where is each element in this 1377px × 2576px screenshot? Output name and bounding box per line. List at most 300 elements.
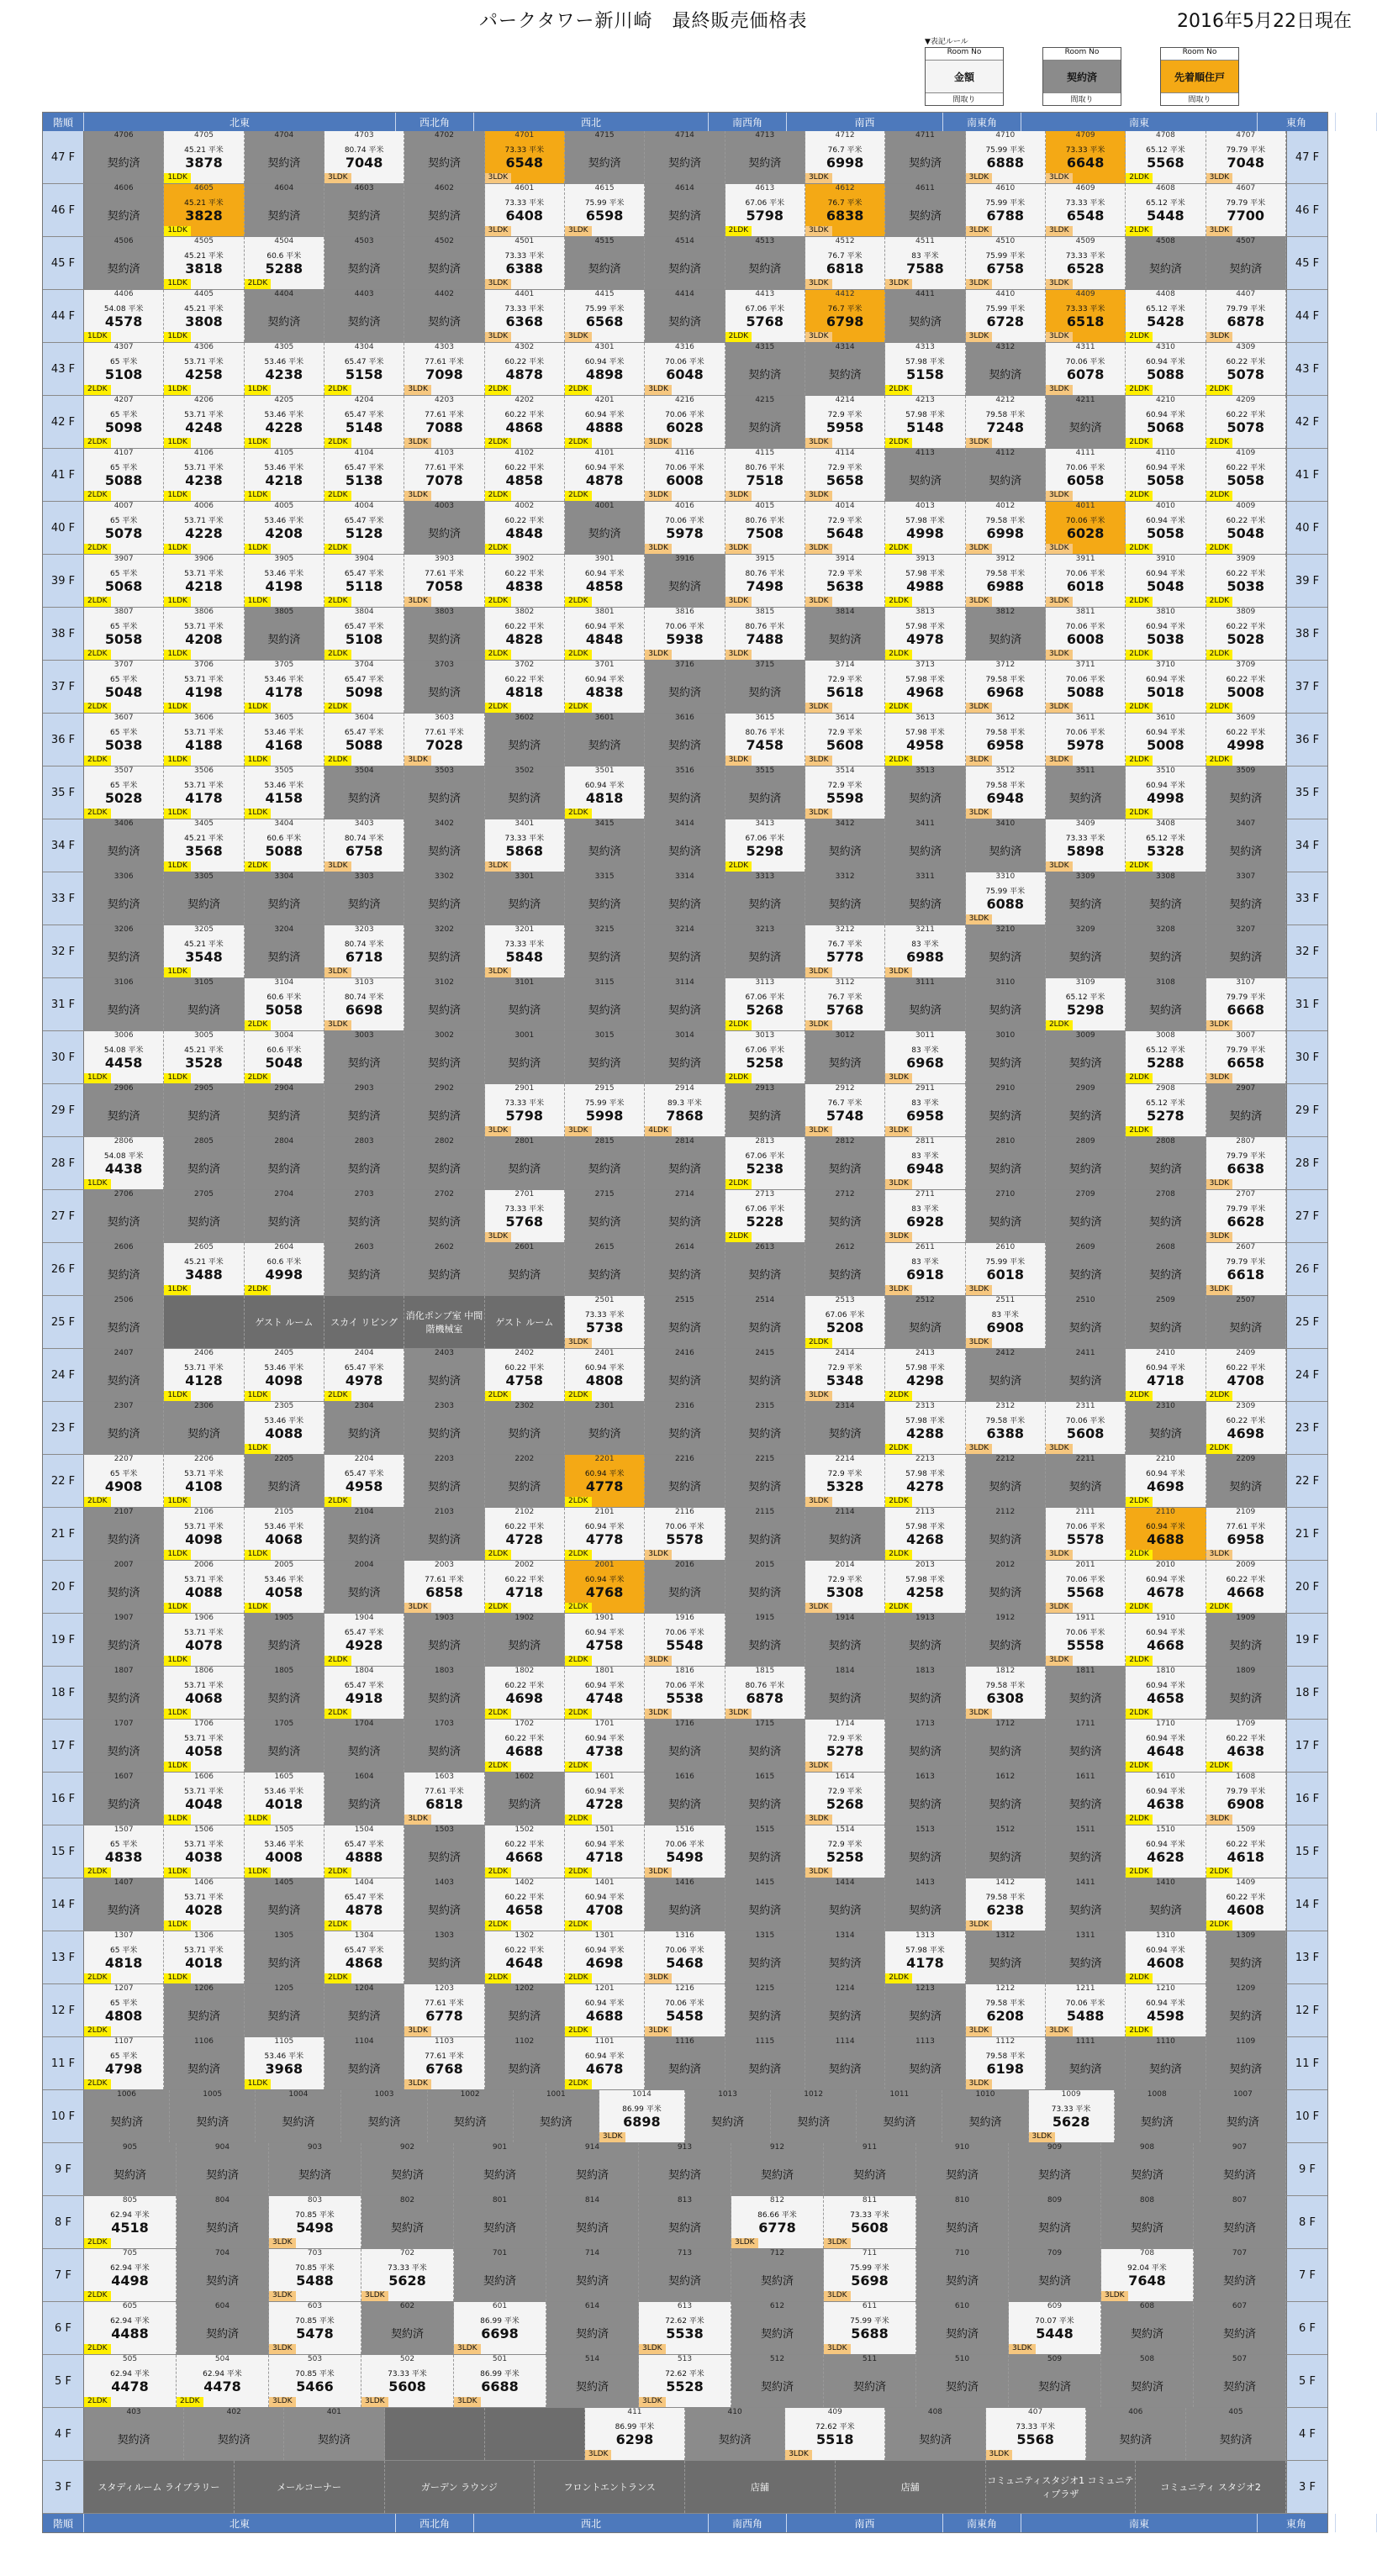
unit-cell[interactable]: [725, 131, 805, 183]
unit-cell[interactable]: [324, 396, 404, 448]
unit-cell[interactable]: [885, 1190, 965, 1242]
unit-cell[interactable]: [164, 1243, 244, 1295]
unit-cell[interactable]: [645, 1984, 725, 2036]
unit-cell[interactable]: [1126, 184, 1206, 236]
unit-cell[interactable]: [546, 2302, 639, 2354]
unit-cell[interactable]: [805, 1878, 885, 1931]
unit-cell[interactable]: [84, 978, 164, 1030]
unit-cell[interactable]: [885, 978, 965, 1030]
unit-cell[interactable]: [966, 343, 1046, 395]
unit-cell[interactable]: [1126, 1137, 1206, 1189]
unit-cell[interactable]: [84, 766, 164, 819]
unit-cell[interactable]: [546, 2196, 639, 2248]
unit-cell[interactable]: [725, 1137, 805, 1189]
unit-cell[interactable]: [485, 925, 565, 977]
unit-cell[interactable]: [725, 449, 805, 501]
unit-cell[interactable]: [404, 1825, 484, 1878]
unit-cell[interactable]: [164, 502, 244, 554]
unit-cell[interactable]: [245, 1667, 324, 1719]
unit-cell[interactable]: [324, 714, 404, 766]
unit-cell[interactable]: [966, 1773, 1046, 1825]
unit-cell[interactable]: [966, 502, 1046, 554]
unit-cell[interactable]: [1206, 290, 1286, 342]
unit-cell[interactable]: [645, 661, 725, 713]
unit-cell[interactable]: [725, 819, 805, 872]
unit-cell[interactable]: [485, 1508, 565, 1560]
unit-cell[interactable]: [404, 1614, 484, 1666]
unit-cell[interactable]: [1046, 872, 1126, 925]
unit-cell[interactable]: [1009, 2249, 1101, 2301]
unit-cell[interactable]: [404, 1984, 484, 2036]
unit-cell[interactable]: [645, 1243, 725, 1295]
unit-cell[interactable]: [245, 978, 324, 1030]
unit-cell[interactable]: [1046, 1296, 1126, 1348]
unit-cell[interactable]: [84, 290, 164, 342]
unit-cell[interactable]: [1206, 343, 1286, 395]
unit-cell[interactable]: [805, 978, 885, 1030]
unit-cell[interactable]: [966, 766, 1046, 819]
unit-cell[interactable]: [805, 1825, 885, 1878]
unit-cell[interactable]: [885, 449, 965, 501]
unit-cell[interactable]: [164, 396, 244, 448]
unit-cell[interactable]: [805, 184, 885, 236]
unit-cell[interactable]: [164, 555, 244, 607]
unit-cell[interactable]: [177, 2302, 269, 2354]
unit-cell[interactable]: [245, 237, 324, 289]
unit-cell[interactable]: [1046, 1031, 1126, 1083]
unit-cell[interactable]: [1194, 2302, 1286, 2354]
unit-cell[interactable]: [1046, 1508, 1126, 1560]
unit-cell[interactable]: [725, 1084, 805, 1136]
unit-cell[interactable]: [324, 1084, 404, 1136]
unit-cell[interactable]: [1046, 819, 1126, 872]
unit-cell[interactable]: [84, 2196, 177, 2248]
unit-cell[interactable]: [639, 2302, 731, 2354]
unit-cell[interactable]: [1126, 1402, 1206, 1454]
unit-cell[interactable]: [84, 2355, 177, 2407]
unit-cell[interactable]: [805, 502, 885, 554]
unit-cell[interactable]: [485, 1190, 565, 1242]
unit-cell[interactable]: [546, 2249, 639, 2301]
unit-cell[interactable]: [324, 1984, 404, 2036]
unit-cell[interactable]: [1046, 343, 1126, 395]
unit-cell[interactable]: [454, 2196, 546, 2248]
unit-cell[interactable]: [1126, 978, 1206, 1030]
unit-cell[interactable]: [1126, 1561, 1206, 1613]
unit-cell[interactable]: [1046, 978, 1126, 1030]
unit-cell[interactable]: [1046, 1773, 1126, 1825]
unit-cell[interactable]: [84, 2090, 170, 2142]
unit-cell[interactable]: [164, 1084, 244, 1136]
unit-cell[interactable]: [1046, 555, 1126, 607]
unit-cell[interactable]: [1101, 2302, 1194, 2354]
unit-cell[interactable]: [1126, 1773, 1206, 1825]
unit-cell[interactable]: [404, 290, 484, 342]
unit-cell[interactable]: [1126, 237, 1206, 289]
unit-cell[interactable]: [565, 1243, 645, 1295]
unit-cell[interactable]: [565, 1614, 645, 1666]
unit-cell[interactable]: [966, 1402, 1046, 1454]
unit-cell[interactable]: [565, 1773, 645, 1825]
unit-cell[interactable]: [725, 1455, 805, 1507]
unit-cell[interactable]: [485, 766, 565, 819]
unit-cell[interactable]: [1046, 502, 1126, 554]
unit-cell[interactable]: [404, 1561, 484, 1613]
unit-cell[interactable]: [565, 1931, 645, 1983]
unit-cell[interactable]: [1206, 502, 1286, 554]
unit-cell[interactable]: [725, 1984, 805, 2036]
unit-cell[interactable]: [725, 1667, 805, 1719]
unit-cell[interactable]: [885, 343, 965, 395]
unit-cell[interactable]: [966, 1243, 1046, 1295]
unit-cell[interactable]: [84, 661, 164, 713]
unit-cell[interactable]: [645, 396, 725, 448]
unit-cell[interactable]: [966, 819, 1046, 872]
unit-cell[interactable]: [84, 1931, 164, 1983]
unit-cell[interactable]: [565, 1031, 645, 1083]
unit-cell[interactable]: [885, 1455, 965, 1507]
unit-cell[interactable]: [546, 2143, 639, 2195]
unit-cell[interactable]: [725, 396, 805, 448]
unit-cell[interactable]: [565, 1508, 645, 1560]
unit-cell[interactable]: [565, 449, 645, 501]
unit-cell[interactable]: [1206, 608, 1286, 660]
unit-cell[interactable]: [1046, 449, 1126, 501]
unit-cell[interactable]: [324, 449, 404, 501]
unit-cell[interactable]: [725, 1243, 805, 1295]
unit-cell[interactable]: [645, 1296, 725, 1348]
unit-cell[interactable]: [725, 872, 805, 925]
unit-cell[interactable]: [1206, 1031, 1286, 1083]
unit-cell[interactable]: [84, 1137, 164, 1189]
unit-cell[interactable]: [164, 1878, 244, 1931]
unit-cell[interactable]: [942, 2090, 1028, 2142]
unit-cell[interactable]: [485, 1773, 565, 1825]
unit-cell[interactable]: [324, 1031, 404, 1083]
unit-cell[interactable]: [1046, 1614, 1126, 1666]
unit-cell[interactable]: [404, 925, 484, 977]
unit-cell[interactable]: [324, 978, 404, 1030]
unit-cell[interactable]: [725, 1349, 805, 1401]
unit-cell[interactable]: [966, 872, 1046, 925]
unit-cell[interactable]: [1126, 2037, 1206, 2089]
unit-cell[interactable]: [885, 1508, 965, 1560]
unit-cell[interactable]: [485, 978, 565, 1030]
unit-cell[interactable]: [885, 184, 965, 236]
unit-cell[interactable]: [645, 608, 725, 660]
unit-cell[interactable]: [885, 872, 965, 925]
unit-cell[interactable]: [324, 1667, 404, 1719]
unit-cell[interactable]: [1126, 925, 1206, 977]
unit-cell[interactable]: [645, 1084, 725, 1136]
unit-cell[interactable]: [324, 131, 404, 183]
unit-cell[interactable]: [565, 1984, 645, 2036]
unit-cell[interactable]: [1206, 1402, 1286, 1454]
unit-cell[interactable]: [725, 661, 805, 713]
unit-cell[interactable]: [966, 1137, 1046, 1189]
unit-cell[interactable]: [565, 343, 645, 395]
unit-cell[interactable]: [1126, 1931, 1206, 1983]
unit-cell[interactable]: [164, 1508, 244, 1560]
unit-cell[interactable]: [404, 396, 484, 448]
unit-cell[interactable]: [164, 1614, 244, 1666]
unit-cell[interactable]: [966, 237, 1046, 289]
unit-cell[interactable]: [245, 290, 324, 342]
unit-cell[interactable]: [1206, 1931, 1286, 1983]
unit-cell[interactable]: [245, 1720, 324, 1772]
unit-cell[interactable]: [245, 925, 324, 977]
unit-cell[interactable]: [1206, 1296, 1286, 1348]
unit-cell[interactable]: [245, 608, 324, 660]
unit-cell[interactable]: [824, 2302, 916, 2354]
unit-cell[interactable]: [645, 1931, 725, 1983]
unit-cell[interactable]: [177, 2196, 269, 2248]
unit-cell[interactable]: [245, 1243, 324, 1295]
unit-cell[interactable]: [885, 1349, 965, 1401]
unit-cell[interactable]: [1046, 396, 1126, 448]
unit-cell[interactable]: [245, 184, 324, 236]
unit-cell[interactable]: [485, 819, 565, 872]
unit-cell[interactable]: [725, 1825, 805, 1878]
unit-cell[interactable]: [404, 1773, 484, 1825]
unit-cell[interactable]: [645, 819, 725, 872]
unit-cell[interactable]: [84, 396, 164, 448]
unit-cell[interactable]: [1126, 1825, 1206, 1878]
unit-cell[interactable]: [245, 131, 324, 183]
unit-cell[interactable]: [966, 925, 1046, 977]
unit-cell[interactable]: [645, 131, 725, 183]
unit-cell[interactable]: [885, 1031, 965, 1083]
unit-cell[interactable]: [725, 1931, 805, 1983]
unit-cell[interactable]: [805, 1455, 885, 1507]
unit-cell[interactable]: [84, 1243, 164, 1295]
unit-cell[interactable]: [645, 714, 725, 766]
unit-cell[interactable]: [966, 661, 1046, 713]
unit-cell[interactable]: [1206, 1455, 1286, 1507]
unit-cell[interactable]: [1126, 1720, 1206, 1772]
unit-cell[interactable]: [1206, 2037, 1286, 2089]
unit-cell[interactable]: [966, 290, 1046, 342]
unit-cell[interactable]: [725, 1878, 805, 1931]
unit-cell[interactable]: [1126, 290, 1206, 342]
unit-cell[interactable]: [1206, 1190, 1286, 1242]
unit-cell[interactable]: [1206, 1243, 1286, 1295]
unit-cell[interactable]: [454, 2355, 546, 2407]
unit-cell[interactable]: [1046, 131, 1126, 183]
unit-cell[interactable]: [1206, 819, 1286, 872]
unit-cell[interactable]: [805, 1137, 885, 1189]
unit-cell[interactable]: [1126, 502, 1206, 554]
unit-cell[interactable]: [1101, 2143, 1194, 2195]
unit-cell[interactable]: [404, 1190, 484, 1242]
unit-cell[interactable]: [885, 2408, 985, 2460]
unit-cell[interactable]: [84, 872, 164, 925]
unit-cell[interactable]: [245, 714, 324, 766]
unit-cell[interactable]: [885, 290, 965, 342]
unit-cell[interactable]: [84, 2408, 184, 2460]
unit-cell[interactable]: [645, 449, 725, 501]
unit-cell[interactable]: [565, 1402, 645, 1454]
unit-cell[interactable]: [885, 502, 965, 554]
unit-cell[interactable]: [805, 766, 885, 819]
unit-cell[interactable]: [731, 2249, 824, 2301]
unit-cell[interactable]: [485, 2037, 565, 2089]
unit-cell[interactable]: [164, 1561, 244, 1613]
unit-cell[interactable]: [1046, 1825, 1126, 1878]
unit-cell[interactable]: [404, 1402, 484, 1454]
unit-cell[interactable]: [885, 766, 965, 819]
unit-cell[interactable]: [404, 1084, 484, 1136]
unit-cell[interactable]: [1206, 1667, 1286, 1719]
unit-cell[interactable]: [84, 1349, 164, 1401]
unit-cell[interactable]: [966, 1084, 1046, 1136]
unit-cell[interactable]: [885, 131, 965, 183]
unit-cell[interactable]: [485, 131, 565, 183]
unit-cell[interactable]: [1126, 1084, 1206, 1136]
unit-cell[interactable]: [454, 2302, 546, 2354]
unit-cell[interactable]: [324, 819, 404, 872]
unit-cell[interactable]: [404, 766, 484, 819]
unit-cell[interactable]: [404, 1349, 484, 1401]
unit-cell[interactable]: [404, 131, 484, 183]
unit-cell[interactable]: [565, 1561, 645, 1613]
unit-cell[interactable]: [84, 1402, 164, 1454]
unit-cell[interactable]: [966, 1825, 1046, 1878]
unit-cell[interactable]: [1186, 2408, 1286, 2460]
unit-cell[interactable]: [725, 2037, 805, 2089]
unit-cell[interactable]: [1206, 237, 1286, 289]
unit-cell[interactable]: [585, 2408, 685, 2460]
unit-cell[interactable]: [245, 1508, 324, 1560]
unit-cell[interactable]: [805, 1614, 885, 1666]
unit-cell[interactable]: [84, 2302, 177, 2354]
unit-cell[interactable]: [785, 2408, 885, 2460]
unit-cell[interactable]: [84, 1614, 164, 1666]
unit-cell[interactable]: [84, 1190, 164, 1242]
unit-cell[interactable]: [565, 661, 645, 713]
unit-cell[interactable]: [1009, 2355, 1101, 2407]
unit-cell[interactable]: [805, 1349, 885, 1401]
unit-cell[interactable]: [966, 396, 1046, 448]
unit-cell[interactable]: [885, 1667, 965, 1719]
unit-cell[interactable]: [404, 872, 484, 925]
unit-cell[interactable]: [324, 1614, 404, 1666]
unit-cell[interactable]: [1126, 1190, 1206, 1242]
unit-cell[interactable]: [805, 1084, 885, 1136]
unit-cell[interactable]: [84, 184, 164, 236]
unit-cell[interactable]: [324, 1455, 404, 1507]
unit-cell[interactable]: [1046, 1190, 1126, 1242]
unit-cell[interactable]: [269, 2143, 361, 2195]
unit-cell[interactable]: [725, 925, 805, 977]
unit-cell[interactable]: [645, 1720, 725, 1772]
unit-cell[interactable]: [324, 343, 404, 395]
unit-cell[interactable]: [725, 1773, 805, 1825]
unit-cell[interactable]: [84, 343, 164, 395]
unit-cell[interactable]: [245, 1614, 324, 1666]
unit-cell[interactable]: [404, 555, 484, 607]
unit-cell[interactable]: [485, 184, 565, 236]
unit-cell[interactable]: [84, 1455, 164, 1507]
unit-cell[interactable]: [725, 1614, 805, 1666]
unit-cell[interactable]: [805, 1984, 885, 2036]
unit-cell[interactable]: [485, 1402, 565, 1454]
unit-cell[interactable]: [164, 131, 244, 183]
unit-cell[interactable]: [269, 2302, 361, 2354]
unit-cell[interactable]: [805, 1243, 885, 1295]
unit-cell[interactable]: [84, 2037, 164, 2089]
unit-cell[interactable]: [885, 1931, 965, 1983]
unit-cell[interactable]: [805, 872, 885, 925]
unit-cell[interactable]: [1206, 1878, 1286, 1931]
unit-cell[interactable]: [324, 1508, 404, 1560]
unit-cell[interactable]: [885, 1878, 965, 1931]
unit-cell[interactable]: [164, 1190, 244, 1242]
unit-cell[interactable]: [1046, 1931, 1126, 1983]
unit-cell[interactable]: [645, 1031, 725, 1083]
unit-cell[interactable]: [805, 1296, 885, 1348]
unit-cell[interactable]: [1046, 1137, 1126, 1189]
unit-cell[interactable]: [245, 1773, 324, 1825]
unit-cell[interactable]: [404, 1137, 484, 1189]
unit-cell[interactable]: [324, 184, 404, 236]
unit-cell[interactable]: [1046, 1402, 1126, 1454]
unit-cell[interactable]: [805, 1031, 885, 1083]
unit-cell[interactable]: [1126, 343, 1206, 395]
unit-cell[interactable]: [341, 2090, 427, 2142]
unit-cell[interactable]: [645, 766, 725, 819]
unit-cell[interactable]: [485, 1243, 565, 1295]
unit-cell[interactable]: [164, 714, 244, 766]
unit-cell[interactable]: [485, 290, 565, 342]
unit-cell[interactable]: [485, 1931, 565, 1983]
unit-cell[interactable]: [565, 925, 645, 977]
unit-cell[interactable]: [645, 237, 725, 289]
unit-cell[interactable]: [725, 1190, 805, 1242]
unit-cell[interactable]: [361, 2249, 454, 2301]
unit-cell[interactable]: [245, 661, 324, 713]
unit-cell[interactable]: [805, 449, 885, 501]
unit-cell[interactable]: [404, 1243, 484, 1295]
unit-cell[interactable]: [164, 872, 244, 925]
unit-cell[interactable]: [1200, 2090, 1286, 2142]
unit-cell[interactable]: [485, 1667, 565, 1719]
unit-cell[interactable]: [1126, 555, 1206, 607]
unit-cell[interactable]: [1126, 1031, 1206, 1083]
unit-cell[interactable]: [1029, 2090, 1115, 2142]
unit-cell[interactable]: [245, 555, 324, 607]
unit-cell[interactable]: [84, 1773, 164, 1825]
unit-cell[interactable]: [1046, 1243, 1126, 1295]
unit-cell[interactable]: [885, 1561, 965, 1613]
unit-cell[interactable]: [269, 2249, 361, 2301]
unit-cell[interactable]: [725, 237, 805, 289]
unit-cell[interactable]: [84, 925, 164, 977]
unit-cell[interactable]: [1206, 1720, 1286, 1772]
unit-cell[interactable]: [404, 502, 484, 554]
unit-cell[interactable]: [565, 1720, 645, 1772]
unit-cell[interactable]: [1126, 449, 1206, 501]
unit-cell[interactable]: [177, 2249, 269, 2301]
unit-cell[interactable]: [885, 819, 965, 872]
unit-cell[interactable]: [565, 502, 645, 554]
unit-cell[interactable]: [1194, 2196, 1286, 2248]
unit-cell[interactable]: [1126, 661, 1206, 713]
unit-cell[interactable]: [966, 131, 1046, 183]
unit-cell[interactable]: [916, 2355, 1009, 2407]
unit-cell[interactable]: [916, 2249, 1009, 2301]
unit-cell[interactable]: [1086, 2408, 1186, 2460]
